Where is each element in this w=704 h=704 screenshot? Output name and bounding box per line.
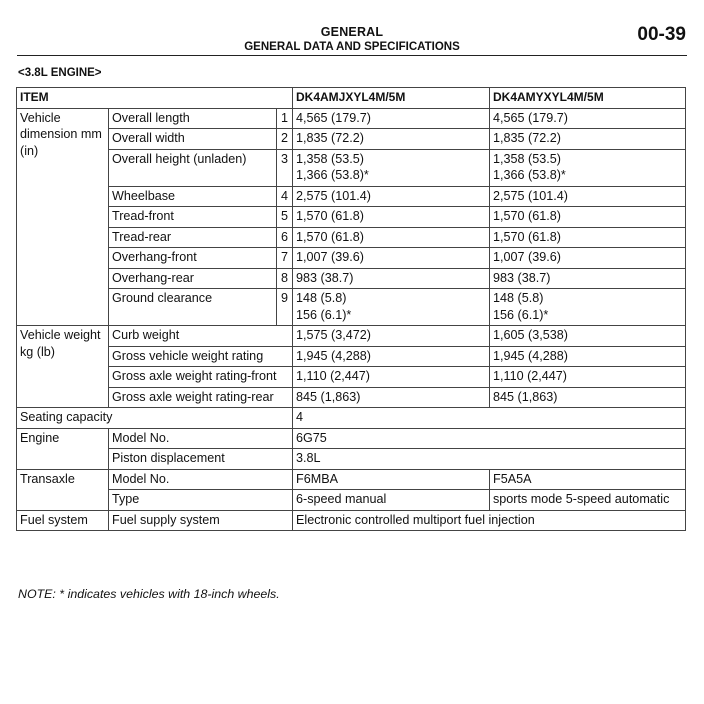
value-model-a [293, 149, 490, 186]
item-number: 5 [277, 207, 293, 228]
value-model-b: 1,945 (4,288) [490, 346, 686, 367]
value-model-b [490, 149, 686, 186]
seating-capacity-value: 4 [293, 408, 686, 429]
value-line: 4,565 (179.7) [296, 110, 371, 125]
table-row [17, 108, 686, 129]
value-line: 1,007 (39.6) [296, 250, 364, 264]
table-row [17, 469, 686, 490]
value-line: 1,835 (72.2) [296, 131, 364, 145]
item-label: Wheelbase [109, 186, 277, 207]
value-model-a [293, 186, 490, 207]
value-model-a [293, 268, 490, 289]
value-model-a [293, 129, 490, 150]
item-label: Tread-rear [109, 227, 277, 248]
table-row [17, 408, 686, 429]
value-model-b: 845 (1,863) [490, 387, 686, 408]
table-row [17, 227, 686, 248]
table-row [17, 186, 686, 207]
header-title: GENERAL [320, 25, 384, 39]
section-label: <3.8L ENGINE> [18, 67, 102, 79]
group-label-vehicle-weight: Vehicle weight kg (lb) [17, 326, 109, 408]
seating-capacity-label: Seating capacity [17, 408, 293, 429]
item-label: Curb weight [109, 326, 293, 347]
item-label: Overhang-front [109, 248, 277, 269]
page-number: 00-39 [637, 24, 686, 45]
value-line: 4,565 (179.7) [493, 110, 568, 125]
item-number: 9 [277, 289, 293, 326]
value-model-a: 845 (1,863) [293, 387, 490, 408]
value-line: 148 (5.8) [493, 291, 544, 305]
value-line: 1,570 (61.8) [493, 209, 561, 223]
table-row [17, 207, 686, 228]
table-row [17, 428, 686, 449]
value-model-b: F5A5A [490, 469, 686, 490]
table-row [17, 129, 686, 150]
item-number: 2 [277, 129, 293, 150]
value-line: 1,366 (53.8)* [493, 168, 566, 182]
value-shared: Electronic controlled multiport fuel injection [293, 510, 686, 531]
value-line: 2,575 (101.4) [296, 188, 371, 203]
item-label: Gross axle weight rating-rear [109, 387, 293, 408]
table-row [17, 367, 686, 388]
value-shared: 3.8L [293, 449, 686, 470]
value-model-b: 1,605 (3,538) [490, 326, 686, 347]
item-number: 3 [277, 149, 293, 186]
value-model-b [490, 227, 686, 248]
value-model-a [293, 248, 490, 269]
value-model-a: 1,575 (3,472) [293, 326, 490, 347]
value-line: 156 (6.1)* [493, 307, 549, 322]
value-shared: 6G75 [293, 428, 686, 449]
column-header-model-b: DK4AMYXYL4M/5M [490, 88, 686, 109]
table-row [17, 387, 686, 408]
value-line: 1,366 (53.8)* [296, 168, 369, 182]
item-number: 8 [277, 268, 293, 289]
group-label-fuel-system: Fuel system [17, 510, 109, 531]
value-line: 156 (6.1)* [296, 307, 352, 322]
footnote: NOTE: * indicates vehicles with 18-inch wheels. [18, 587, 280, 601]
value-model-b [490, 207, 686, 228]
table-body [17, 108, 686, 531]
value-model-b [490, 248, 686, 269]
table-row [17, 490, 686, 511]
value-model-b [490, 186, 686, 207]
item-number: 7 [277, 248, 293, 269]
item-label: Tread-front [109, 207, 277, 228]
table-row [17, 326, 686, 347]
table-row [17, 289, 686, 326]
specifications-table [16, 87, 686, 531]
value-model-b [490, 129, 686, 150]
value-line: 1,570 (61.8) [296, 229, 364, 244]
column-header-item: ITEM [17, 88, 293, 109]
table-header-row [17, 88, 686, 109]
table-row [17, 510, 686, 531]
value-model-b [490, 289, 686, 326]
table-row [17, 346, 686, 367]
value-line: 983 (38.7) [493, 270, 551, 285]
item-label: Gross vehicle weight rating [109, 346, 293, 367]
value-line: 148 (5.8) [296, 291, 347, 305]
value-model-a: 6-speed manual [293, 490, 490, 511]
item-label: Fuel supply system [109, 510, 293, 531]
value-model-a [293, 289, 490, 326]
value-line: 1,570 (61.8) [493, 229, 561, 244]
value-line: 983 (38.7) [296, 270, 354, 285]
value-model-a: 1,945 (4,288) [293, 346, 490, 367]
table-row [17, 268, 686, 289]
item-label: Gross axle weight rating-front [109, 367, 293, 388]
group-label-engine: Engine [17, 428, 109, 469]
group-label-transaxle: Transaxle [17, 469, 109, 510]
item-label: Piston displacement [109, 449, 293, 470]
item-label: Overall length [109, 108, 277, 129]
group-label-vehicle-dimension: Vehicle dimension mm (in) [17, 108, 109, 326]
item-number: 1 [277, 108, 293, 129]
value-line: 1,007 (39.6) [493, 250, 561, 264]
column-header-model-a: DK4AMJXYL4M/5M [293, 88, 490, 109]
header-subtitle: GENERAL DATA AND SPECIFICATIONS [244, 41, 460, 53]
value-model-a: F6MBA [293, 469, 490, 490]
item-number: 6 [277, 227, 293, 248]
item-label: Ground clearance [109, 289, 277, 326]
item-label: Model No. [109, 469, 293, 490]
value-model-b [490, 108, 686, 129]
item-label: Overall width [109, 129, 277, 150]
item-label: Type [109, 490, 293, 511]
value-model-b: sports mode 5-speed automatic [490, 490, 686, 511]
value-line: 2,575 (101.4) [493, 188, 568, 203]
value-line: 1,570 (61.8) [296, 209, 364, 223]
item-label: Overall height (unladen) [109, 149, 277, 186]
value-model-a [293, 108, 490, 129]
value-line: 1,358 (53.5) [296, 151, 364, 166]
header-rule [17, 55, 687, 56]
value-line: 1,358 (53.5) [493, 151, 561, 166]
table-row [17, 149, 686, 186]
value-model-b: 1,110 (2,447) [490, 367, 686, 388]
table-row [17, 449, 686, 470]
value-model-a [293, 227, 490, 248]
value-model-a: 1,110 (2,447) [293, 367, 490, 388]
value-model-b [490, 268, 686, 289]
item-label: Overhang-rear [109, 268, 277, 289]
table-row [17, 248, 686, 269]
value-model-a [293, 207, 490, 228]
item-number: 4 [277, 186, 293, 207]
item-label: Model No. [109, 428, 293, 449]
value-line: 1,835 (72.2) [493, 131, 561, 145]
